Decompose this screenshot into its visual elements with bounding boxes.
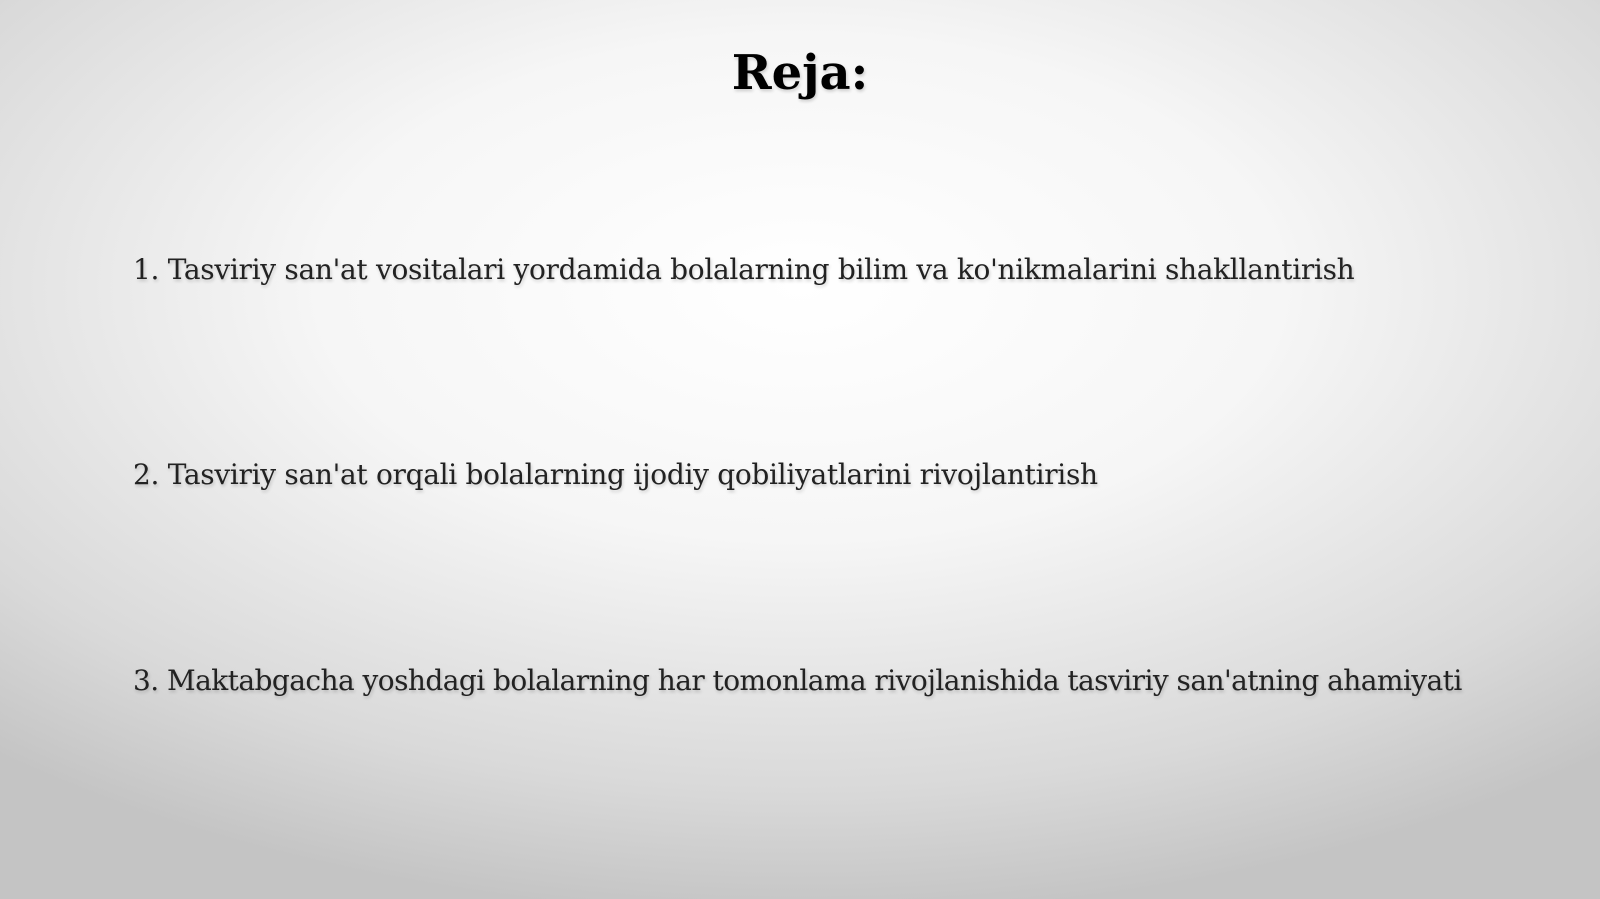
plan-item-3: 3. Maktabgacha yoshdagi bolalarning har tomonlama rivojlanishida tasviriy san'atning ahamiyati [133,664,1462,697]
slide-title: Reja: [731,45,869,101]
plan-item-1: 1. Tasviriy san'at vositalari yordamida bolalarning bilim va ko'nikmalarini shakllantirish [133,253,1355,286]
plan-item-2: 2. Tasviriy san'at orqali bolalarning ijodiy qobiliyatlarini rivojlantirish [133,458,1098,491]
